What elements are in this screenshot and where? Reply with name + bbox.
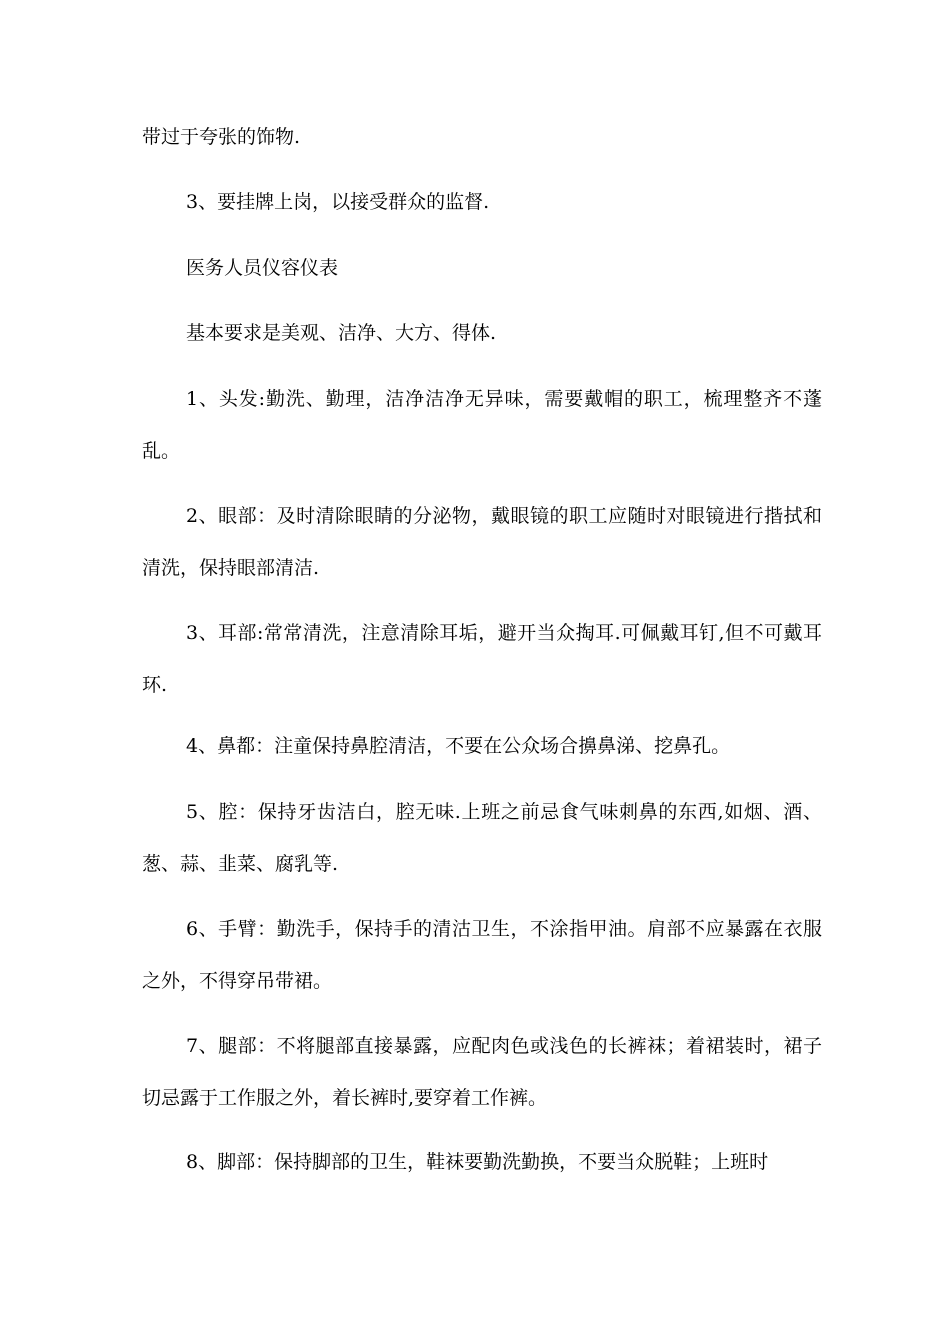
paragraph-hair: 1、头发:勤洗、勤理，洁净洁净无异味，需要戴帽的职工，梳理整齐不蓬乱。 <box>142 388 822 462</box>
paragraph-eyes: 2、眼部：及时清除眼睛的分泌物，戴眼镜的职工应随时对眼镜进行揩拭和清洗，保持眼部清洁. <box>142 505 822 579</box>
paragraph-basic-requirement: 基本要求是美观、洁净、大方、得体. <box>186 322 497 344</box>
paragraph-legs: 7、腿部：不将腿部直接暴露，应配肉色或浅色的长裤袜；着裙装时，裙子切忌露于工作服之外，着长裤时,要穿着工作裤。 <box>142 1035 822 1109</box>
paragraph-feet: 8、脚部：保持脚部的卫生，鞋袜要勤洗勤换，不要当众脱鞋；上班时 <box>186 1151 769 1173</box>
paragraph-mouth: 5、腔：保持牙齿洁白，腔无味.上班之前忌食气味刺鼻的东西,如烟、酒、葱、蒜、韭菜、腐乳等. <box>142 801 822 875</box>
paragraph-nose: 4、鼻都：注童保持鼻腔清洁，不要在公众场合擤鼻涕、挖鼻孔。 <box>186 735 731 757</box>
paragraph-ears: 3、耳部:常常清洗，注意清除耳垢，避开当众掏耳.可佩戴耳钉,但不可戴耳环. <box>142 622 822 696</box>
paragraph-arms: 6、手臂：勤洗手，保持手的清沽卫生，不涂指甲油。肩部不应暴露在衣服之外，不得穿吊带裙。 <box>142 918 822 992</box>
section-heading: 医务人员仪容仪表 <box>186 257 339 279</box>
paragraph-continuation: 带过于夸张的饰物. <box>142 126 301 148</box>
paragraph-item-3-badge: 3、要挂牌上岗，以接受群众的监督. <box>186 191 490 213</box>
